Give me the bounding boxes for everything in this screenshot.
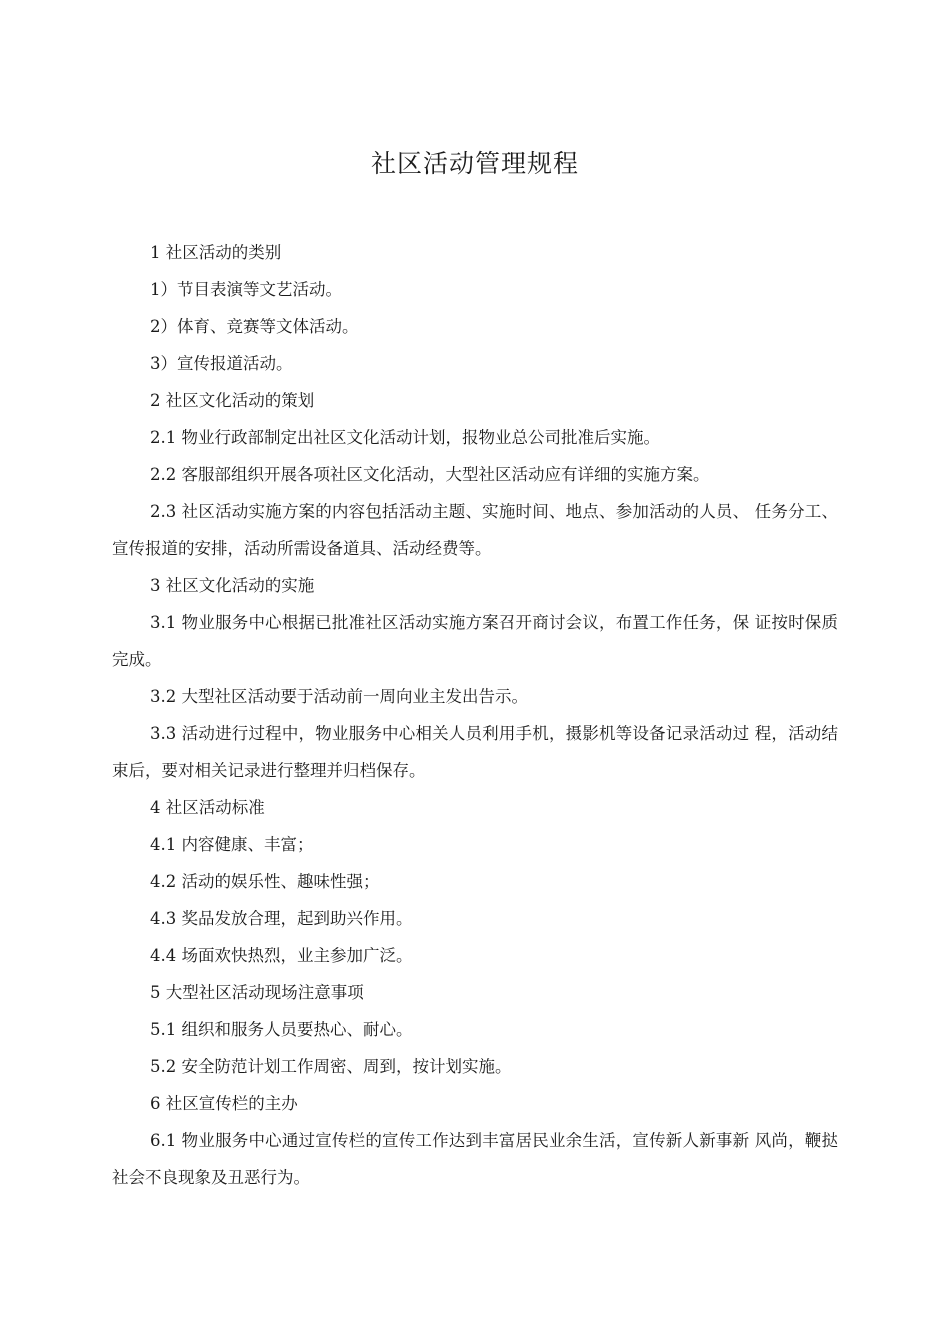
section-heading-6: 6 社区宣传栏的主办	[150, 1094, 298, 1113]
clause-paragraph: 4.4 场面欢快热烈，业主参加广泛。	[150, 946, 413, 965]
document-body	[112, 234, 838, 1196]
section-heading-1: 1 社区活动的类别	[150, 243, 282, 262]
clause-paragraph: 2.1 物业行政部制定出社区文化活动计划，报物业总公司批准后实施。	[150, 428, 660, 447]
section-heading-4: 4 社区活动标准	[150, 798, 265, 817]
section-heading-3: 3 社区文化活动的实施	[150, 576, 315, 595]
clause-paragraph: 3.2 大型社区活动要于活动前一周向业主发出告示。	[150, 687, 528, 706]
clause-paragraph: 3.1 物业服务中心根据已批准社区活动实施方案召开商讨会议，布置工作任务，保 证按时保质完成。	[112, 613, 838, 669]
clause-paragraph: 6.1 物业服务中心通过宣传栏的宣传工作达到丰富居民业余生活，宣传新人新事新 风尚，鞭挞社会不良现象及丑恶行为。	[112, 1131, 838, 1187]
clause-paragraph: 3.3 活动进行过程中，物业服务中心相关人员利用手机，摄影机等设备记录活动过 程，活动结束后，要对相关记录进行整理并归档保存。	[112, 724, 838, 780]
section-heading-5: 5 大型社区活动现场注意事项	[150, 983, 364, 1002]
list-item: 2）体育、竞赛等文体活动。	[150, 317, 359, 336]
clause-paragraph: 4.3 奖品发放合理，起到助兴作用。	[150, 909, 413, 928]
clause-paragraph: 5.1 组织和服务人员要热心、耐心。	[150, 1020, 413, 1039]
clause-paragraph: 2.3 社区活动实施方案的内容包括活动主题、实施时间、地点、参加活动的人员、 任务分工、宣传报道的安排，活动所需设备道具、活动经费等。	[112, 502, 838, 558]
clause-paragraph: 4.2 活动的娱乐性、趣味性强；	[150, 872, 380, 891]
clause-paragraph: 2.2 客服部组织开展各项社区文化活动，大型社区活动应有详细的实施方案。	[150, 465, 710, 484]
clause-paragraph: 5.2 安全防范计划工作周密、周到，按计划实施。	[150, 1057, 512, 1076]
clause-paragraph: 4.1 内容健康、丰富；	[150, 835, 314, 854]
section-heading-2: 2 社区文化活动的策划	[150, 391, 315, 410]
list-item: 1）节目表演等文艺活动。	[150, 280, 342, 299]
list-item: 3）宣传报道活动。	[150, 354, 293, 373]
document-title: 社区活动管理规程	[370, 149, 579, 178]
